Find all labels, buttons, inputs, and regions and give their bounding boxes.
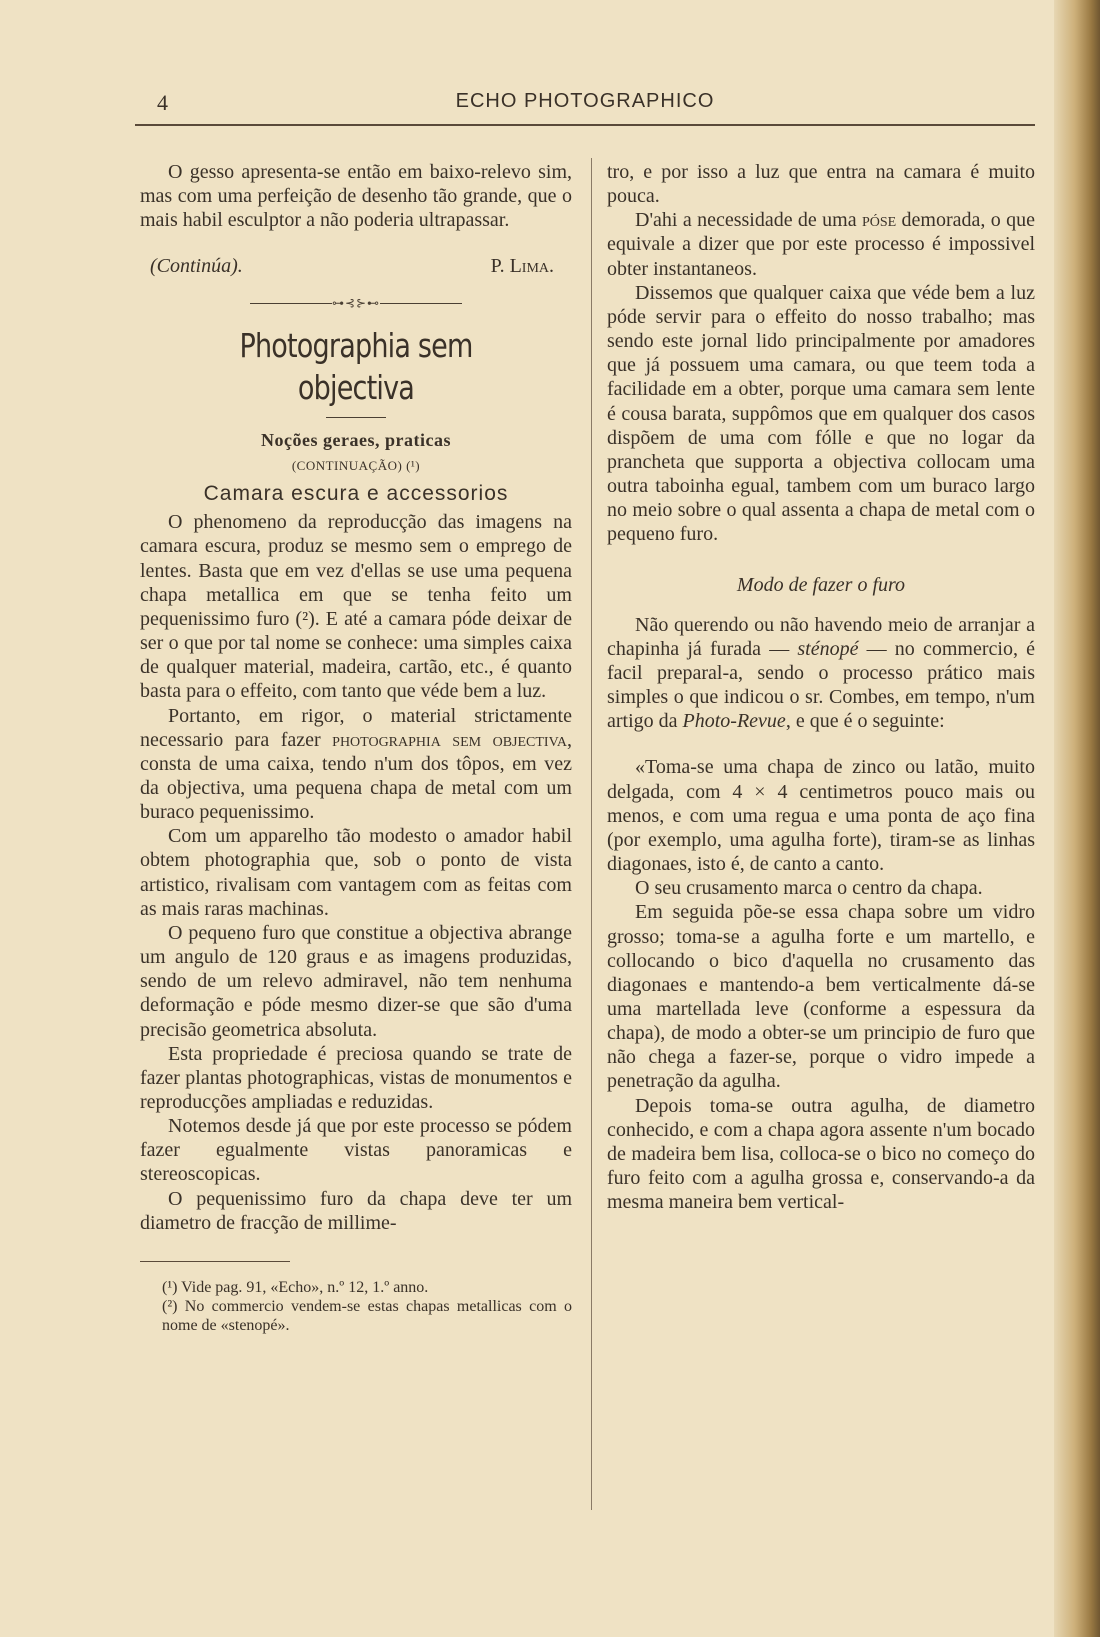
paragraph: «Toma-se uma chapa de zinco ou latão, muito delgada, com 4 × 4 centimetros pouco mais ou menos, e com uma regua e uma ponta de aço fina (por exemplo, uma agulha forte), tiram-se as linhas diagonaes, isto é, de canto a canto. xyxy=(607,756,1035,876)
paragraph: O phenomeno da reproducção das imagens na camara escura, produz se mesmo sem o emprego de lentes. Basta que em vez d'ellas se use uma pequena chapa metallica em que se tenha feito um pequenissimo furo (²). E até a camara póde deixar de ser o que por tal nome se conhece: uma simples caixa de qualquer material, madeira, cartão, etc., é quanto basta para o effeito, com tanto que véde bem a luz. xyxy=(140,511,572,703)
author-signature: P. Lima. xyxy=(490,255,554,278)
paragraph: Com um apparelho tão modesto o amador habil obtem photographia que, sob o ponto de vista artistico, rivalisam com vantagem com as feitas com as mais raras machinas. xyxy=(140,825,572,920)
paragraph: Não querendo ou não havendo meio de arranjar a chapinha já furada — sténopé — no commercio, é facil preparal-a, sendo o processo prático mais simples o que indicou o sr. Combes, em tempo, n'um artigo da Photo-Revue, e que é o seguinte: xyxy=(607,613,1035,733)
section-ornament xyxy=(140,291,572,315)
paragraph: Em seguida põe-se essa chapa sobre um vidro grosso; toma-se a agulha forte e um martello, e collocando o bico d'aquella no crusamento das diagonaes e mantendo-a bem verticalmente dá-se uma martellada leve (conforme a espessura da chapa), de modo a obter-se um principio de furo que não chega a fazer-se, porque o vidro impede a penetração da agulha. xyxy=(607,901,1035,1093)
footnote-rule xyxy=(140,1261,290,1262)
small-caps-term: póse xyxy=(861,209,897,232)
article-title: Photographia sem objectiva xyxy=(239,325,473,407)
signature-line xyxy=(140,254,572,278)
paragraph: Portanto, em rigor, o material strictamente necessario para fazer photographia sem objectiva, consta de uma caixa, tendo n'um dos tôpos, em vez da objectiva, uma pequena chapa de metal com um buraco pequenissimo. xyxy=(140,704,572,824)
paragraph: tro, e por isso a luz que entra na camara é muito pouca. xyxy=(607,161,1035,208)
paragraph: O pequeno furo que constitue a objectiva abrange um angulo de 120 graus e as imagens produzidas, sendo de um relevo admiravel, não tem nenhuma deformação e póde mesmo dizer-se que são d'uma precisão geometrica absoluta. xyxy=(140,921,572,1041)
paragraph: Dissemos que qualquer caixa que véde bem a luz póde servir para o effeito do nosso trabalho; mas sendo este jornal lido principalmente por amadores que já possuem uma camara, ou que teem toda a facilidade em a obter, porque uma camara sem lente é cousa barata, suppômos que em qualquer dos casos dispõem de uma com fólle e que no logar da prancheta que supporta a objectiva collocam uma outra taboinha egual, tambem com um buraco largo no meio sobre o qual assenta a chapa de metal com o pequeno furo. xyxy=(607,281,1035,546)
ornament-glyphs: ⊶⊰⊱⊷ xyxy=(331,295,381,310)
paragraph: D'ahi a necessidade de uma póse demorada, o que equivale a dizer que por este processo é impossivel obter instantaneos. xyxy=(607,209,1035,280)
column-divider xyxy=(591,158,592,1510)
paragraph: O seu crusamento marca o centro da chapa. xyxy=(635,877,983,900)
paragraph: Esta propriedade é preciosa quando se trate de fazer plantas photographicas, vistas de monumentos e reproducções ampliadas e reduzidas. xyxy=(140,1042,572,1113)
journal-reference: Photo-Revue xyxy=(682,710,786,733)
right-column xyxy=(607,160,1035,1214)
paragraph: O pequenissimo furo da chapa deve ter um diametro de fracção de millime- xyxy=(140,1187,572,1234)
section-heading: Camara escura e accessorios xyxy=(203,482,509,506)
page-edge xyxy=(1054,0,1100,1637)
italic-term: sténopé xyxy=(797,637,859,660)
paragraph: Notemos desde já que por este processo se pódem fazer egualmente vistas panoramicas e stereoscopicas. xyxy=(140,1115,572,1186)
intro-paragraph: O gesso apresenta-se então em baixo-relevo sim, mas com uma perfeição de desenho tão grande, que o mais habil esculptor a não poderia ultrapassar. xyxy=(140,161,572,232)
small-caps-term: photographia sem objectiva xyxy=(332,728,567,751)
journal-title: ECHO PHOTOGRAPHICO xyxy=(455,90,715,112)
continuation-note: (CONTINUAÇÃO) (¹) xyxy=(291,457,421,473)
article-subheading: Noções geraes, praticas xyxy=(261,429,451,450)
footnote: (¹) Vide pag. 91, «Echo», n.º 12, 1.º anno. xyxy=(162,1278,429,1296)
paragraph: Depois toma-se outra agulha, de diametro conhecido, e com a chapa agora assente n'um bocado de madeira bem lisa, colloca-se o bico no começo do furo feito com a agulha grossa e, conservando-a da mesma maneira bem vertical- xyxy=(607,1094,1035,1214)
subsection-heading: Modo de fazer o furo xyxy=(736,573,906,596)
footnote: (²) No commercio vendem-se estas chapas metallicas com o nome de «stenopé». xyxy=(162,1297,572,1334)
header-rule xyxy=(135,124,1035,126)
page-header xyxy=(135,88,1035,122)
title-rule xyxy=(326,417,386,418)
continua-note: (Continúa). xyxy=(150,255,243,278)
page-number: 4 xyxy=(157,90,168,115)
left-column xyxy=(140,160,572,1335)
footnotes xyxy=(140,1278,572,1335)
